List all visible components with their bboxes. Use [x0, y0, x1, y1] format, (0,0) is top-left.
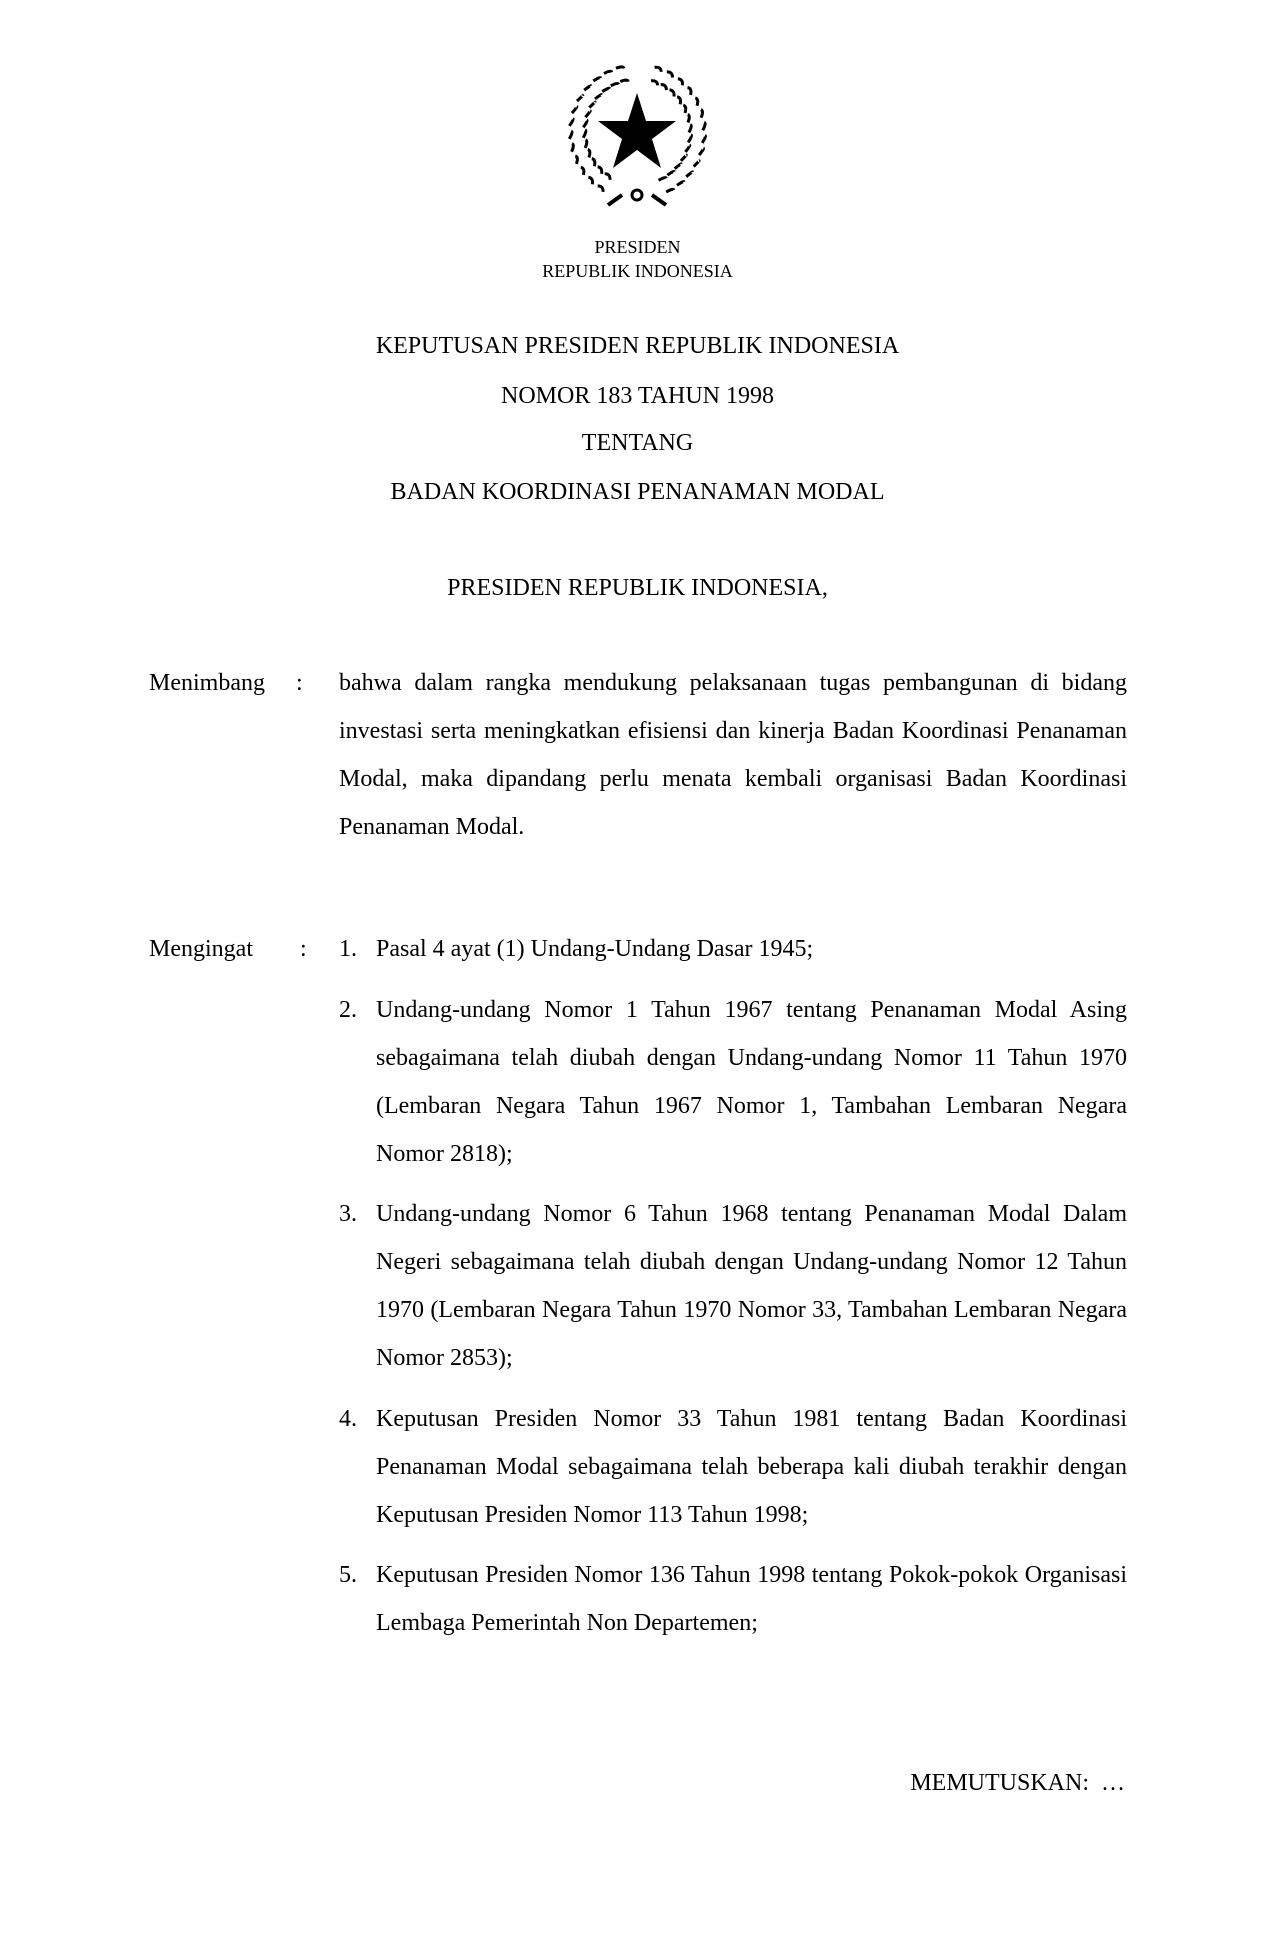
- wreath-leaf: [572, 107, 577, 114]
- wreath-leaf: [661, 84, 667, 90]
- wreath-leaf: [598, 186, 603, 192]
- wreath-leaf: [584, 86, 591, 90]
- wreath-leaf: [583, 130, 586, 138]
- title-line-4: BADAN KOORDINASI PENANAMAN MODAL: [390, 479, 885, 505]
- title-line-2: NOMOR 183 TAHUN 1998: [501, 383, 774, 409]
- wreath-leaf: [569, 119, 573, 126]
- wreath-leaf: [611, 84, 619, 86]
- wreath-leaf: [688, 88, 691, 95]
- item-number: 3.: [339, 1201, 357, 1227]
- wreath-leaf: [604, 71, 612, 73]
- wreath-leaf: [585, 140, 587, 148]
- title-line-3: TENTANG: [581, 430, 694, 456]
- title-line-1: KEPUTUSAN PRESIDEN REPUBLIK INDONESIA: [375, 333, 900, 359]
- mengingat-label: Mengingat: [149, 936, 253, 962]
- wreath-leaf: [688, 135, 691, 143]
- item-text: Undang-undang Nomor 6 Tahun 1968 tentang Penanaman Modal Dalam Negeri sebagaimana telah diubah dengan Undang-undang Nomor 12 Tahun 1970 (Lembaran Negara Tahun 1970 Nomor 33, Tambahan Lembaran Negara Nomor 2853);: [376, 1201, 1127, 1371]
- mengingat-item: [339, 1395, 1127, 1539]
- wreath-leaf: [694, 161, 699, 167]
- wreath-leaf: [675, 164, 682, 169]
- wreath-leaf: [605, 174, 610, 180]
- wreath-leaf: [588, 177, 592, 184]
- item-number: 1.: [339, 936, 357, 962]
- wreath-leaf: [667, 72, 673, 78]
- wreath-leaf: [670, 90, 675, 97]
- wreath-leaf: [585, 111, 590, 118]
- wreath-leaf: [666, 189, 674, 192]
- wreath-leaf: [688, 115, 690, 123]
- mengingat-item: [339, 986, 1127, 1178]
- wreath-leaf: [681, 155, 686, 161]
- mengingat-item: [339, 1551, 1127, 1647]
- header-presiden: PRESIDEN: [594, 237, 681, 257]
- wreath-leaf: [703, 122, 705, 130]
- presidential-emblem-icon: [552, 55, 722, 220]
- wreath-leaf: [695, 98, 697, 106]
- item-number: 5.: [339, 1562, 357, 1588]
- item-number: 2.: [339, 997, 357, 1023]
- wreath-leaf: [583, 120, 587, 127]
- wreath-leaf: [589, 102, 595, 108]
- wreath-leaf: [575, 156, 577, 164]
- item-text: Keputusan Presiden Nomor 136 Tahun 1998 tentang Pokok-pokok Organisasi Lembaga Pemerintah Non Departemen;: [376, 1562, 1127, 1636]
- wreath-leaf: [659, 178, 667, 181]
- wreath-leaf: [588, 150, 590, 158]
- wreath-leaf: [667, 172, 674, 176]
- wreath-leaf: [651, 81, 658, 86]
- wreath-leaf: [569, 131, 572, 139]
- item-text: Pasal 4 ayat (1) Undang-Undang Dasar 1945;: [376, 936, 814, 962]
- wreath-leaf: [593, 78, 601, 81]
- wreath-leaf: [677, 182, 684, 186]
- wreath-leaf: [616, 67, 624, 69]
- menimbang-colon: :: [296, 670, 303, 696]
- wreath-leaf: [572, 144, 574, 152]
- wreath-leaf: [655, 67, 662, 72]
- wreath-leaf: [602, 88, 610, 91]
- mengingat-item: [339, 925, 1127, 973]
- wreath-leaf: [595, 95, 602, 99]
- mengingat-item: [339, 1190, 1127, 1382]
- wreath-leaf: [678, 79, 683, 86]
- item-number: 4.: [339, 1406, 357, 1432]
- wreath-leaf: [689, 125, 691, 133]
- wreath-leaf: [699, 148, 703, 155]
- wreath-leaf: [701, 110, 703, 118]
- header-republik-indonesia: REPUBLIK INDONESIA: [542, 261, 733, 281]
- menimbang-label: Menimbang: [149, 670, 265, 696]
- preamble: PRESIDEN REPUBLIK INDONESIA,: [447, 575, 828, 601]
- wreath-leaf: [577, 96, 583, 102]
- wreath-leaf: [598, 167, 602, 174]
- wreath-leaf: [702, 135, 705, 143]
- mengingat-colon: :: [300, 936, 307, 962]
- wreath-leaf: [620, 80, 628, 82]
- item-text: Keputusan Presiden Nomor 33 Tahun 1981 tentang Badan Koordinasi Penanaman Modal sebagaimana telah beberapa kali diubah terakhir dengan Keputusan Presiden Nomor 113 Tahun 1998;: [376, 1406, 1127, 1528]
- wreath-leaf: [686, 172, 693, 177]
- wreath-leaf: [683, 105, 685, 113]
- wreath-leaf: [592, 159, 595, 167]
- item-text: Undang-undang Nomor 1 Tahun 1967 tentang Penanaman Modal Asing sebagaimana telah diubah dengan Undang-undang Nomor 11 Tahun 1970 (Lembaran Negara Tahun 1967 Nomor 1, Tambahan Lembaran Negara Nomor 2818);: [376, 997, 1127, 1167]
- menimbang-text: bahwa dalam rangka mendukung pelaksanaan tugas pembangunan di bidang investasi serta meningkatkan efisiensi dan kinerja Badan Koordinasi Penanaman Modal, maka dipandang perlu menata kembali organisasi Badan Koordinasi Penanaman Modal.: [339, 670, 1127, 840]
- wreath-leaf: [677, 97, 680, 104]
- wreath-leaf: [581, 167, 584, 175]
- continuation-memutuskan: MEMUTUSKAN: …: [910, 1770, 1125, 1796]
- wreath-leaf: [685, 145, 689, 152]
